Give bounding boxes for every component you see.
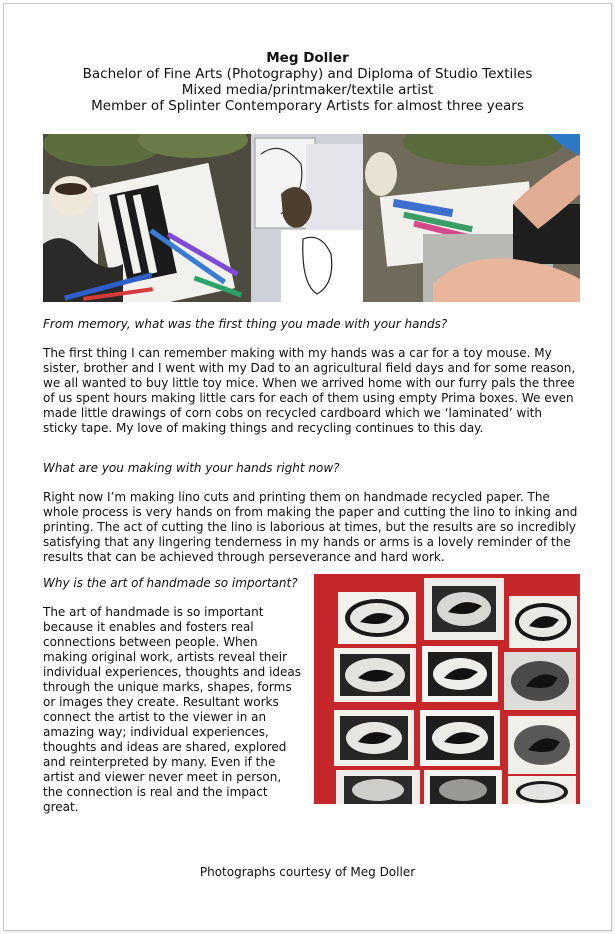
print-grid: [334, 578, 577, 804]
answer-first-made: The first thing I can remember making with my hands was a car for a toy mouse. My sister, brother and I went with my Dad to an agricultural field days and for some reason, we all wanted to buy little toy mice. When we arrived home with our furry pals the three of us spent hours making little cars for each of them using empty Prima boxes. We even made little drawings of corn cobs on recycled cardboard which we ‘laminated’ with sticky tape. My love of making things and recycling continues to this day.: [43, 346, 576, 435]
question-why-handmade: Why is the art of handmade so important?: [43, 576, 298, 590]
photo-credit: Photographs courtesy of Meg Doller: [199, 865, 416, 879]
photo-crayons-on-desk: [43, 134, 251, 302]
photo-sketch-of-shoe: [251, 134, 363, 302]
artist-name: Meg Doller: [266, 50, 349, 66]
artist-discipline: Mixed media/printmaker/textile artist: [181, 82, 434, 98]
artist-membership: Member of Splinter Contemporary Artists for almost three years: [91, 98, 524, 114]
question-making-now: What are you making with your hands right now?: [43, 461, 340, 475]
photo-crow-linocut-prints: [314, 574, 580, 804]
banner-photo-collage: [43, 134, 580, 302]
answer-why-handmade: The art of handmade is so important because it enables and fosters real connections between people. When making original work, artists reveal their individual experiences, thoughts and ideas through the unique marks, shapes, forms or images they create. Resultant works connect the artist to the viewer in an amazing way; individual experiences, thoughts and ideas are shared, explored and reinterpreted by many. Even if the artist and viewer never meet in person, the connection is real and the impact great.: [43, 605, 302, 814]
artist-qualifications: Bachelor of Fine Arts (Photography) and Diploma of Studio Textiles: [82, 66, 533, 82]
article-header: [0, 50, 615, 114]
answer-making-now: Right now I’m making lino cuts and printing them on handmade recycled paper. The whole process is very hands on from making the paper and cutting the lino to inking and printing. The act of cutting the lino is laborious at times, but the results are so incredibly satisfying that any lingering tenderness in my hands or arms is a lovely reminder of the results that can be achieved through perseverance and hard work.: [43, 490, 578, 564]
question-first-made: From memory, what was the first thing you made with your hands?: [43, 317, 448, 331]
photo-hands-rolling-ink: [363, 134, 580, 302]
